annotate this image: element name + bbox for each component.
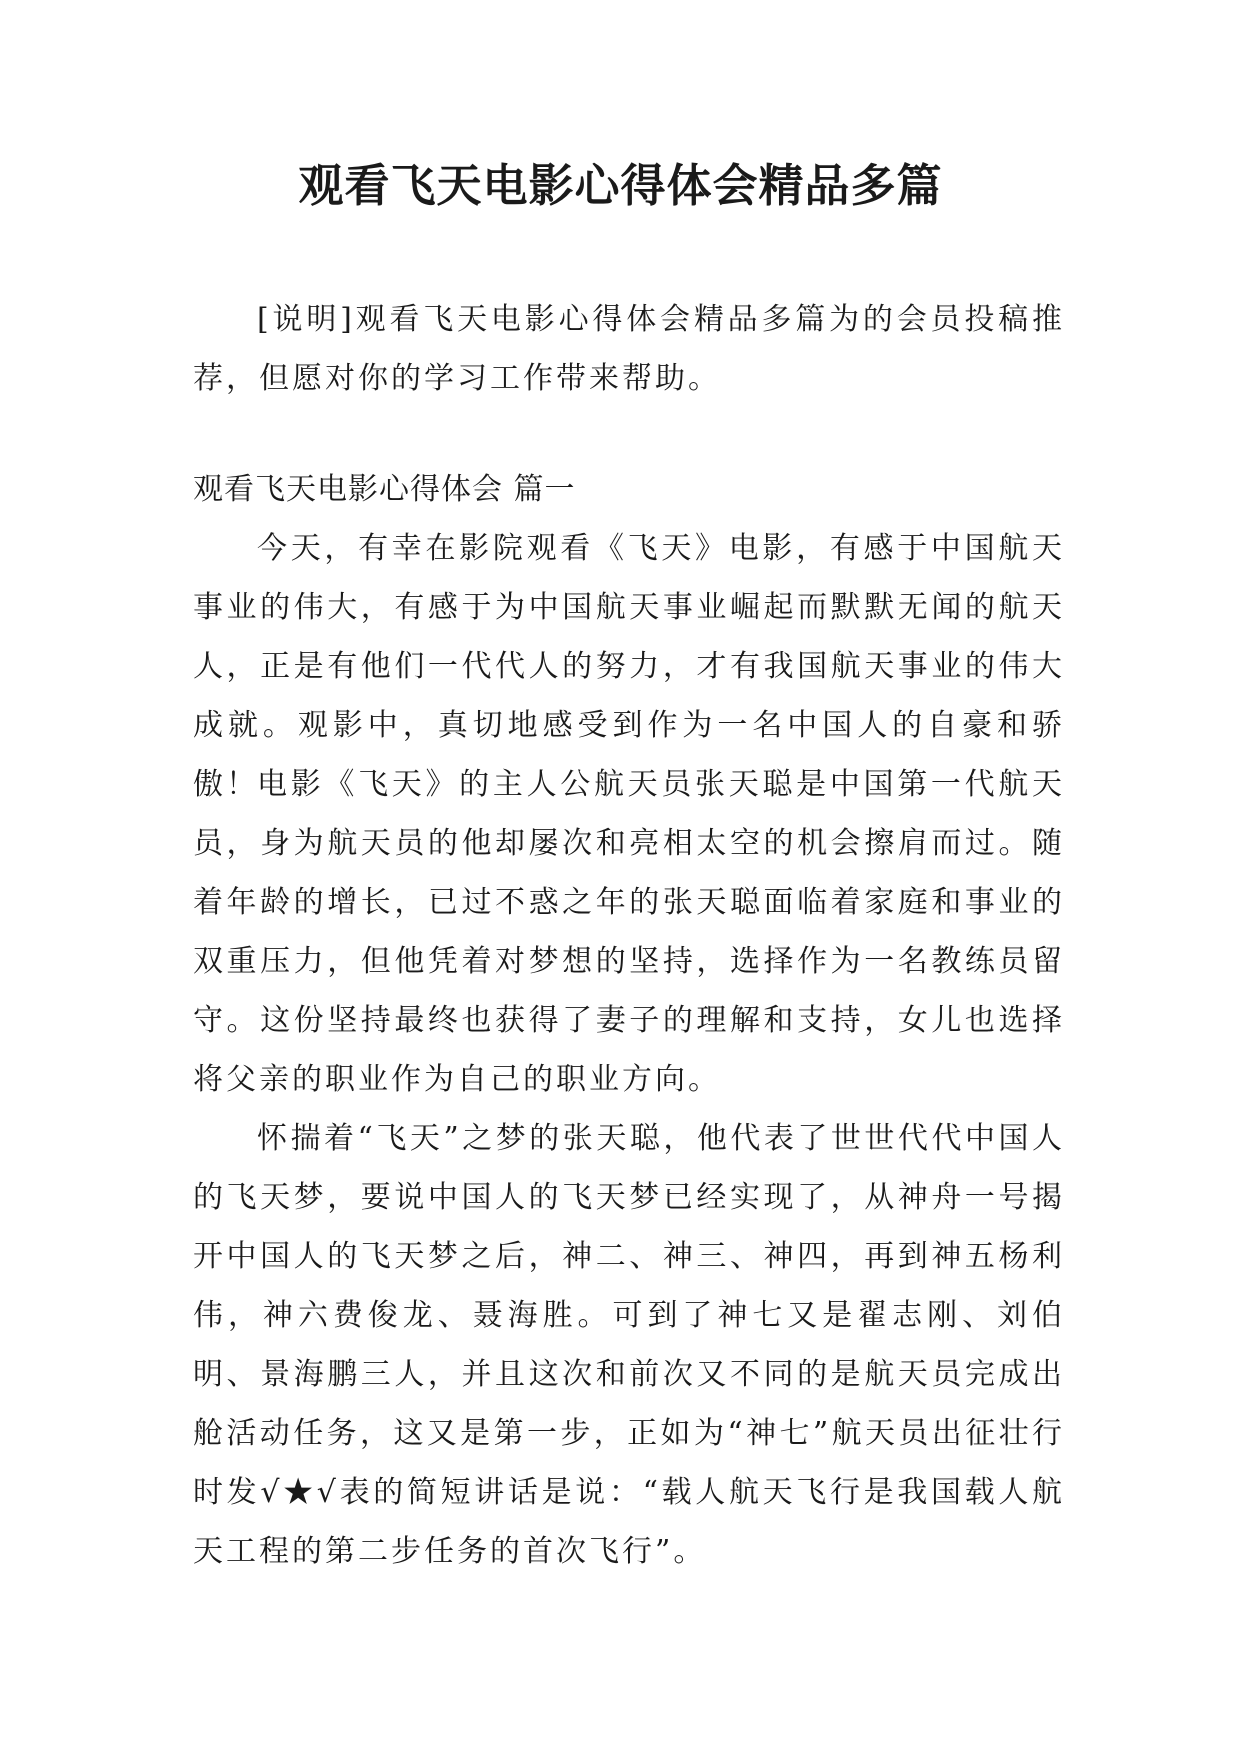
paragraph: 今天，有幸在影院观看《飞天》电影，有感于中国航天事业的伟大，有感于为中国航天事业崛起而默默无闻的航天人，正是有他们一代代人的努力，才有我国航天事业的伟大成就。观影中，真切地感受到作为一名中国人的自豪和骄傲！ [193,531,1065,802]
intro-note: [说明]观看飞天电影心得体会精品多篇为的会员投稿推荐，但愿对你的学习工作带来帮助。 [193,302,1065,396]
section-heading: 观看飞天电影心得体会 篇一 [193,472,576,507]
paragraph: 怀揣着“飞天”之梦的张天聪，他代表了世世代代中国人的飞天梦，要说中国人的飞天梦已经实现了，从神舟一号揭开中国人的飞天梦之后，神二、神三、神四，再到神五杨利伟，神六费俊龙、聂海胜。可到了神七又是翟志刚、刘伯明、景海鹏三人，并且这次和前次又不同的是航天员完成出舱活动任务，这又是第一步，正如为“神七”航天员出征壮行时发√★√表的简短讲话是说：“载人航天飞行是我国载人航天工程的第二步任务的首次飞行”。 [193,1121,1065,1569]
document-title: 观看飞天电影心得体会精品多篇 [298,159,943,212]
paragraph: 电影《飞天》的主人公航天员张天聪是中国第一代航天员，身为航天员的他却屡次和亮相太空的机会擦肩而过。随着年龄的增长，已过不惑之年的张天聪面临着家庭和事业的双重压力，但他凭着对梦想的坚持，选择作为一名教练员留守。这份坚持最终也获得了妻子的理解和支持，女儿也选择将父亲的职业作为自己的职业方向。 [193,767,1065,1097]
